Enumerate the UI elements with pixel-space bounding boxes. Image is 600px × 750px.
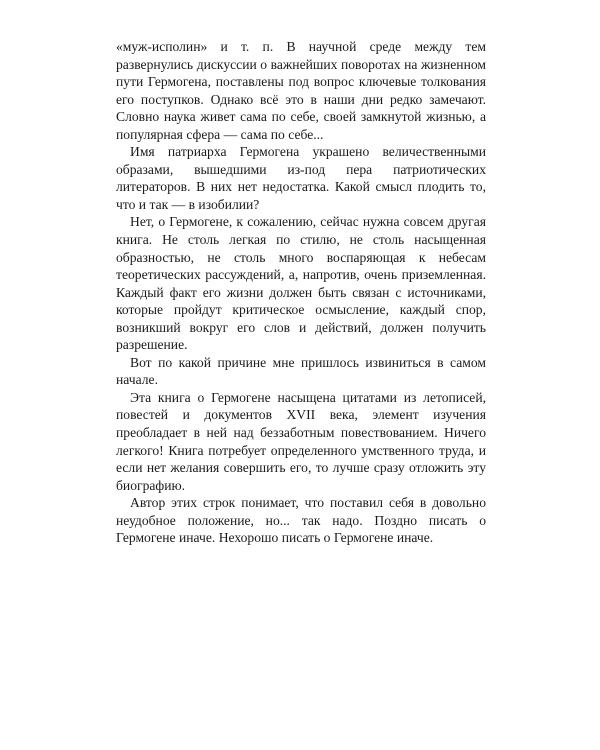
paragraph-continuation: «муж-исполин» и т. п. В научной среде между тем развернулись дискуссии о важнейших поворотах на жизненном пути Гермогена, поставлены под вопрос ключевые толкования его поступков. Однако всё это в наши дни редко замечают. Словно наука живет сама по себе, своей замкнутой жизнью, а популярная сфера — сама по себе... [116,39,486,142]
paragraph-book-citations: Эта книга о Гермогене насыщена цитатами из летописей, повестей и документов XVII века, элемент изучения преобладает в ней над беззаботным повествованием. Ничего легкого! Книга потребует определенного умственного труда, и если нет желания совершить его, то лучше сразу отложить эту биографию. [116,389,486,493]
paragraph-apology-reason: Вот по какой причине мне пришлось извиниться в самом начале. [116,354,486,388]
paragraph-patriarch-images: Имя патриарха Гермогена украшено величественными образами, вышедшими из-под пера патриотических литераторов. В них нет недостатка. Какой смысл плодить то, что и так — в изобилии? [116,144,486,212]
body-text [116,38,486,547]
paragraph-another-book: Нет, о Гермогене, к сожалению, сейчас нужна совсем другая книга. Не столь легкая по стилю, не столь насыщенная образностью, не столь много воспаряющая к небесам теоретических рассуждений, а, напротив, очень приземленная. Каждый факт его жизни должен быть связан с источниками, которые пройдут критическое осмысление, каждый спор, возникший вокруг его слов и действий, должен получить разрешение. [116,214,486,353]
paragraph-author-position: Автор этих строк понимает, что поставил себя в довольно неудобное положение, но... так надо. Поздно писать о Гермогене иначе. Нехорошо писать о Гермогене иначе. [116,495,486,546]
